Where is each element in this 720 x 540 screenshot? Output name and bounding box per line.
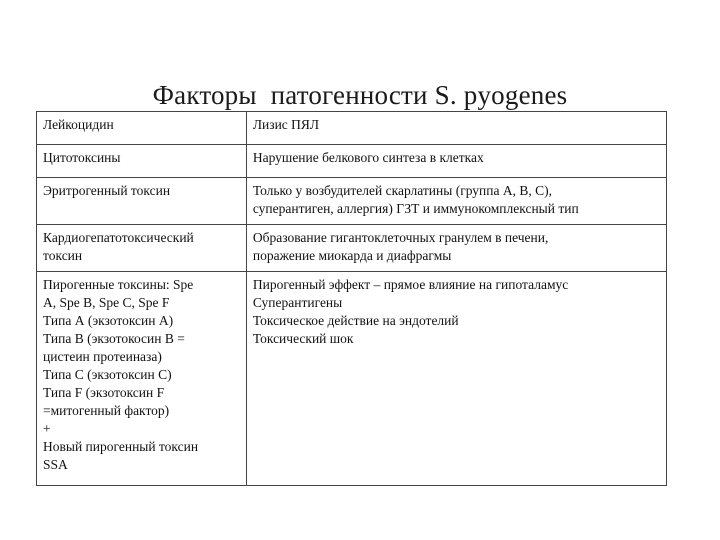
effect-cell: Пирогенный эффект – прямое влияние на гипоталамус Суперантигены Токсическое действие на эндотелий Токсический шок: [246, 272, 666, 486]
factor-cell: Цитотоксины: [37, 145, 247, 178]
factor-cell: Лейкоцидин: [37, 112, 247, 145]
pathogenicity-factors-table: [36, 111, 667, 486]
factor-cell: Пирогенные токсины: Spe A, Spe B, Spe C, Spe F Типа А (экзотоксин А) Типа В (экзотокосин В = цистеин протеиназа) Типа С (экзотоксин С) Типа F (экзотоксин F =митогенный фактор) + Новый пирогенный токсин SSA: [37, 272, 247, 486]
factor-cell: Кардиогепатотоксический токсин: [37, 225, 247, 272]
effect-cell: Лизис ПЯЛ: [246, 112, 666, 145]
table-row: [37, 272, 667, 486]
slide-title: Факторы патогенности S. pyogenes: [152, 80, 568, 110]
effect-cell: Нарушение белкового синтеза в клетках: [246, 145, 666, 178]
table-row: [37, 178, 667, 225]
effect-cell: Только у возбудителей скарлатины (группа A, B, C), суперантиген, аллергия) ГЗТ и иммунокомплексный тип: [246, 178, 666, 225]
table-row: [37, 225, 667, 272]
effect-cell: Образование гигантоклеточных гранулем в печени, поражение миокарда и диафрагмы: [246, 225, 666, 272]
factor-cell: Эритрогенный токсин: [37, 178, 247, 225]
table-row: [37, 145, 667, 178]
table-row: [37, 112, 667, 145]
